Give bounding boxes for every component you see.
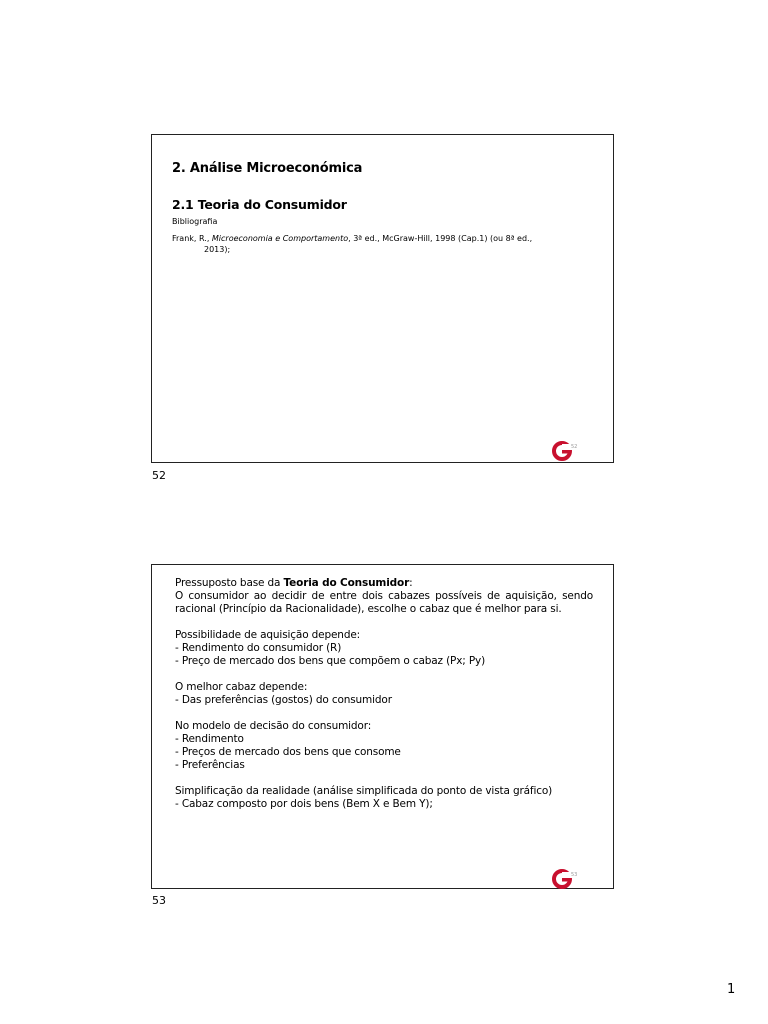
slide-53 [151,564,614,889]
list-item: - Rendimento [175,733,244,745]
list-item: - Das preferências (gostos) do consumidor [175,694,392,706]
slide-number-label: 52 [152,469,166,482]
slide-body [175,577,593,811]
list-item: - Preços de mercado dos bens que consome [175,746,401,758]
list-item: - Cabaz composto por dois bens (Bem X e Bem Y); [175,798,433,810]
list-item: - Preferências [175,759,245,771]
intro-suffix: : [409,577,413,589]
list-item: - Rendimento do consumidor (R) [175,642,342,654]
list-item: - Preço de mercado dos bens que compõem o cabaz (Px; Py) [175,655,486,667]
logo-slide-number: 53 [571,872,578,878]
reference-book-title: Microeconomia e Comportamento [211,234,349,243]
bibliography-reference [172,233,592,255]
g-logo-icon [552,441,572,461]
reference-author: Frank, R., [172,234,212,243]
slide-number-label: 53 [152,894,166,907]
possibility-heading: Possibilidade de aquisição depende: [175,629,361,641]
intro-prefix: Pressuposto base da [175,577,284,589]
simplification-heading: Simplificação da realidade (análise simplificada do ponto de vista gráfico) [175,785,553,797]
best-heading: O melhor cabaz depende: [175,681,308,693]
slide-subtitle: 2.1 Teoria do Consumidor [172,197,347,212]
bibliography-heading: Bibliografia [172,217,218,226]
reference-continuation: 2013); [204,245,231,254]
slide-52 [151,134,614,463]
slide-title: 2. Análise Microeconómica [172,161,363,176]
g-logo-icon [552,869,572,889]
page-number: 1 [727,982,736,997]
institution-logo [552,869,580,889]
institution-logo [552,441,580,461]
reference-details: , 3ª ed., McGraw-Hill, 1998 (Cap.1) (ou 8ª ed., [348,234,533,243]
model-heading: No modelo de decisão do consumidor: [175,720,372,732]
logo-slide-number: 52 [571,444,578,450]
intro-body: O consumidor ao decidir de entre dois cabazes possíveis de aquisição, sendo racional (Princípio da Racionalidade), escolhe o cabaz que é melhor para si. [175,590,593,615]
intro-heading [175,577,593,590]
intro-bold: Teoria do Consumidor [283,577,410,589]
